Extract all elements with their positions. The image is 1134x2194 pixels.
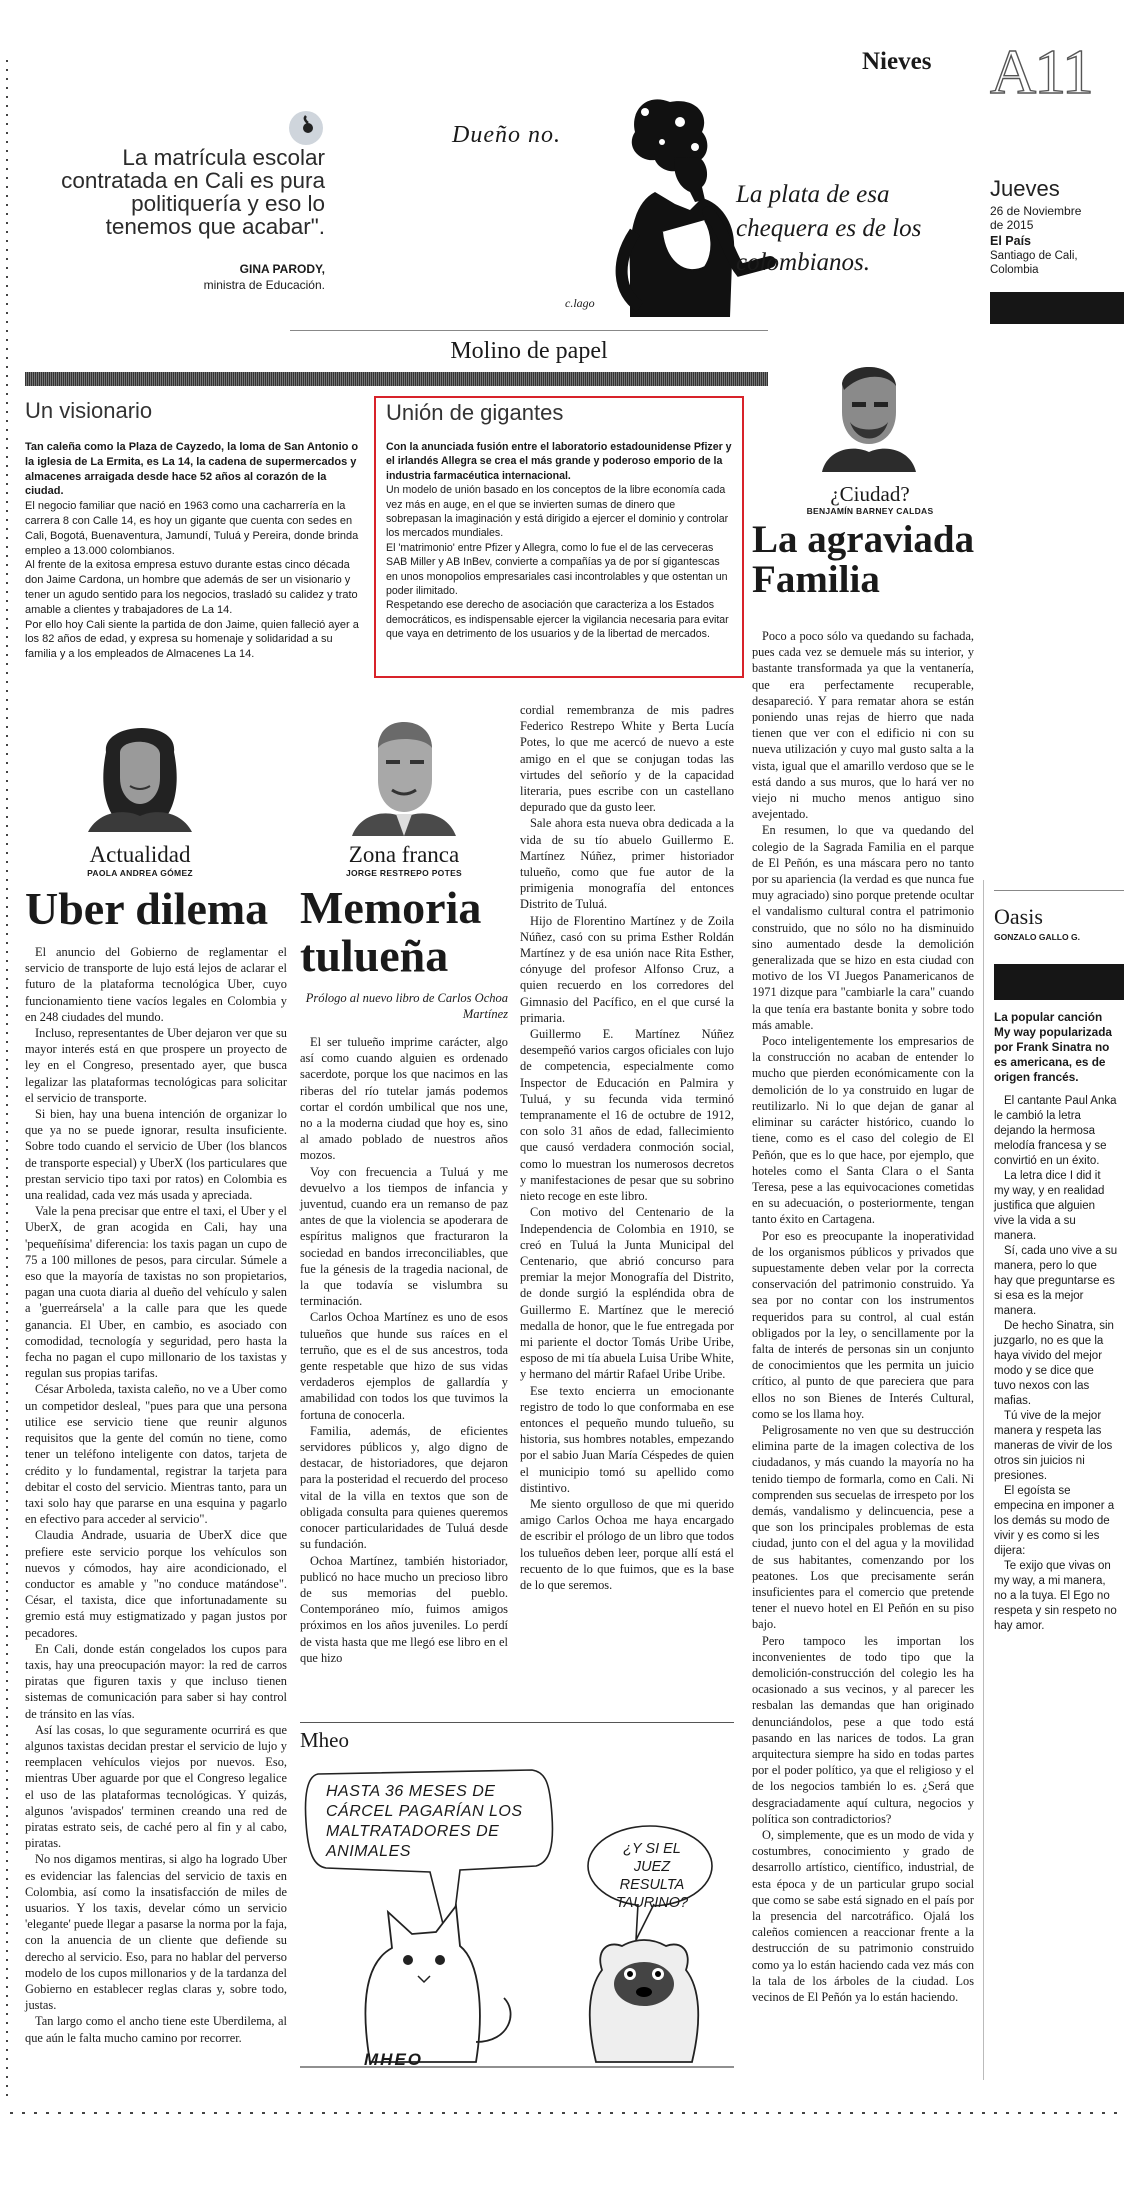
zona-p: Me siento orgulloso de que mi querido amigo Carlos Ochoa me haya encargado de escribir el prólogo de un libro que todos los tulueños deben leer, porque allí está el recuento de lo que fuimos, que es la base de lo que seremos. — [520, 1496, 734, 1592]
author-photo-restrepo — [352, 702, 456, 836]
zona-headline: Memoria tulueña — [300, 882, 482, 981]
zona-p: Carlos Ochoa Martínez es uno de esos tulueños que hunde sus raíces en el terruño, que es el de sus ancestros, toda gente respetable que hizo de sus vidas verdaderos ejemplos de gallardía y amabilidad con todos los que tuvimos la fortuna de conocerla. — [300, 1310, 508, 1422]
oasis-p: Tú vive de la mejor manera y respeta las maneras de vivir de los otros sin juicios ni presiones. — [994, 1410, 1113, 1482]
ciudad-column-name: ¿Ciudad? — [830, 482, 910, 506]
section-top-rule — [290, 330, 768, 331]
visionario-lead: Tan caleña como la Plaza de Cayzedo, la loma de San Antonio o la iglesia de La Ermita, es La 14, la cadena de supermercados y almacenes arraigada desde hace 52 años al corazón de la ciudad. — [25, 441, 359, 498]
oasis-p: De hecho Sinatra, sin juzgarlo, no es que la haya vivido del mejor modo y se dice que tuvo nexos con las mafias. — [994, 1320, 1114, 1407]
actualidad-headline: Uber dilema — [25, 883, 269, 934]
section-title: Molino de papel — [450, 338, 608, 364]
zona-p: Con motivo del Centenario de la Independencia de Colombia en 1910, se creó en Tuluá la Junta Municipal del Centenario, que abrió concurso para premiar la mejor Monografía del Distrito, de donde surgió la espléndida obra de Guillermo E. Martínez que le mereció medalla de honor, que le fue entregada por mi pariente el doctor Tomás Uribe Uribe, esposo de mi tía abuela Luisa Uribe White, y hermano del mártir Rafael Uribe Uribe. — [520, 1205, 734, 1382]
oasis-p: El egoísta se empecina en imponer a los demás su modo de vivir y es como si les dijera: — [994, 1485, 1115, 1557]
ciudad-p: Peligrosamente no ven que su destrucción elimina parte de la imagen colectiva de los ciudadanos, y más cuando la mayoría no ha tenido tiempo de formarla, como en Cali. Ni comprenden sus secuelas de irrespeto por los demás, vandalismo y delincuencia, pese a que son los principales problemas de esta ciudad, junto con el del agua y la movilidad de sus habitantes, comenzando por los peatones. Los que precisamente serán insuficientes para el comercio que pretende tener el nuevo hotel en El Peñón en su piso bajo. — [752, 1422, 974, 1632]
actualidad-p: Si bien, hay una buena intención de organizar lo que ya no se puede ignorar, resulta insuficiente. Sobre todo cuando el servicio de Uber (los blancos de transporte especial) y UberX (los particulares que prestan servicio tipo taxi por ratos) en Colombia es una realidad, cada vez más usada y apreciada. — [25, 1107, 287, 1203]
section-name: Nieves — [862, 48, 932, 75]
author-photo-gomez — [88, 712, 192, 832]
oasis-body — [994, 1094, 1118, 1634]
oasis-lead: La popular canción My way popularizada por Frank Sinatra no es americana, es de origen francés. — [994, 1010, 1112, 1084]
oasis-p: Te exijo que vivas on my way, a mi manera, no a la tuya. El Ego no respeta y sin respeto no hay amor. — [994, 1560, 1117, 1632]
oasis-column-name: Oasis — [994, 904, 1043, 929]
visionario-p2: Al frente de la exitosa empresa estuvo durante estas cinco década don Jaime Cardona, un hombre que además de ser un visionario y tener un agudo sentido para los negocios, trasladó su calidez y trato amable a clientes y trabajadores de La 14. — [25, 559, 358, 616]
cartoon-caption-right: La plata de esa chequera es de los colombianos. — [736, 181, 922, 276]
oasis-rule — [994, 890, 1124, 891]
oasis-p: El cantante Paul Anka le cambió la letra dejando la hermosa melodía francesa y se convirtió en un éxito. — [994, 1095, 1117, 1167]
actualidad-p: En Cali, donde están congelados los cupos para taxis, hay una preocupación mayor: la red de carros piratas que figuren taxis y que incluso tienen sistemas de comunicación para saber si hay control de tránsito en las vías. — [25, 1641, 287, 1721]
scan-edge-bottom — [10, 2112, 1120, 2114]
actualidad-p: Claudia Andrade, usuaria de UberX dice que prefiere este servicio porque los vehículos son nuevos y cómodos, hay aire acondicionado, el conductor es amable y "no conduce matándose". César, el taxista, dice que infortunadamente su gremio está muy estigmatizado y pagan justos por pecadores. — [25, 1528, 287, 1640]
visionario-p3: Por ello hoy Cali siente la partida de don Jaime, quien falleció ayer a los 82 años de edad, y expresa su homenaje y solidaridad a su familia y a los empleados de Almacenes La 14. — [25, 618, 359, 661]
page-number: A11 — [990, 36, 1092, 107]
masthead-day: Jueves — [990, 176, 1060, 201]
zona-p: cordial remembranza de mis padres Federico Restrepo White y Berta Lucía Potes, lo que me acercó de nuevo a este amigo en el que se conjugan todas las virtudes del señorío y de la capacidad literaria, pues escribe con un castellano depurado que da gusto leer. — [520, 703, 734, 815]
actualidad-author: PAOLA ANDREA GÓMEZ — [87, 868, 193, 878]
ciudad-headline: La agraviada Familia — [752, 518, 975, 601]
quote-text: La matrícula escolar contratada en Cali es pura politiquería y eso lo tenemos que acabar". — [61, 145, 325, 239]
actualidad-p: Tan largo como el ancho tiene este Uberdilema, al que aún le falta mucho camino por recorrer. — [25, 2014, 287, 2045]
masthead-date: 26 de Noviembre de 2015 — [990, 204, 1082, 232]
ciudad-p: Poco inteligentemente los empresarios de la construcción no acaban de entender lo mucho que pierden económicamente con la demolición de lo ya construido en lugar de reutilizarlo. Ni lo que dejan de ganar al eliminar su carácter histórico, cuando lo tiene, como es el caso del colegio de El Peñón, que es lo que hace, por ejemplo, que hoteles como el Santa Clara o el Santa Teresa, pese a las equivocaciones cometidas en su adecuación, o posteriormente, tengan tanto éxito en Cartagena. — [752, 1034, 974, 1227]
oasis-p: Sí, cada uno vive a su manera, pero lo que hay que preguntarse es si esa es la mejor manera. — [994, 1245, 1118, 1317]
actualidad-p: El anuncio del Gobierno de reglamentar el servicio de transporte de lujo está lejos de aclarar el futuro de la plataforma tecnológica Uber, cuyo funcionamiento tiene vacíos legales en Colombia y en 248 ciudades del mundo. — [25, 945, 287, 1024]
actualidad-column-name: Actualidad — [89, 842, 191, 867]
section-hatched-bar — [25, 372, 768, 386]
actualidad-p: César Arboleda, taxista caleño, no ve a Uber como un competidor desleal, "pues para que una persona utilice ese servicio tiene que reunir algunos requisitos que la gente del común no tiene, como tener un teléfono inteligente con datos, tarjeta de crédito y lo fundamental, registrar la tarjeta para debitar el costo del servicio. Mientras tanto, para un taxi solo hay que pararse en una esquina y pagarlo en efectivo para acceder al servicio". — [25, 1382, 287, 1527]
cartoon-caption-left: Dueño no. — [452, 122, 561, 148]
mheo-bubble-left-text: HASTA 36 MESES DE CÁRCEL PAGARÍAN LOS MALTRATADORES DE ANIMALES — [326, 1783, 523, 1860]
ciudad-p: Pero tampoco les importan los inconvenientes de todo tipo que la demolición-construcción del colegio les ha ocasionado a sus vecinos, y al parecer les resbalan las demandas que han originado denunciándolos, pese a que todo está pasando en las narices de todos. La gran arquitectura siempre ha sido en todas partes por el poder político, ya que el religioso y el de los negocios también lo es. ¿Será que desgraciadamente aquí cultura, negocios y política son contradictorios? — [752, 1633, 974, 1826]
ciudad-p: En resumen, lo que va quedando del colegio de la Sagrada Familia en el parque de El Peñón, es una máscara pero no tanto por su apariencia (la verdad es que nunca fue muy agraciado) sino porque pretende ocultar el vandalismo cultural contra el patrimonio construido, que no sólo no ha disminuido sino aumentado desde la demolición generalizada que se hizo en esta ciudad con motivo de los VI Juegos Panamericanos de 1971 dizque para "cambiarle la cara" cuando la que tenía era bastante bonita y sobre todo más amable. — [752, 823, 974, 1032]
masthead-black-box — [990, 292, 1124, 324]
gigantes-p2: El 'matrimonio' entre Pfizer y Allegra, como lo fue el de las cerveceras SAB Miller y AB InBev, convierte a compañías ya de por sí gigantescas en unos monopolios empresariales casi incontrolables y que ostentan un poder ilimitado. — [386, 541, 728, 598]
ciudad-p: O, simplemente, que es un modo de vida y costumbres, conocimiento y grado de desarrollo artístico, científico, industrial, de esta época y de un particular grupo social que como se sabe está signado en el país por la presencia del narcotráfico. Ojalá los caleños comiencen a reaccionar frente a la destrucción de su patrimonio construido como ya lo están haciendo cada vez más con la tala de los árboles de la ciudad. Los vecinos de El Peñón ya lo están haciendo. — [752, 1828, 974, 2005]
actualidad-p: Así las cosas, lo que seguramente ocurrirá es que algunos taxistas decidan prestar el servicio de lujo y reemplacen vehículos viejos por nuevos. Eso, mientras Uber aguarde por que el Congreso legalice el uso de las plataformas tecnológicas. Y quizás, algunos 'avispados' terminen creando una red de piratas estrato seis, de caché pero al fin y al cabo, piratas. — [25, 1722, 287, 1851]
mheo-signature: MHEO — [364, 2050, 423, 2069]
zona-p: El ser tulueño imprime carácter, algo así como cuando alguien es ordenado sacerdote, porque los que nacimos en las riberas del río tutelar jamás podemos cortar el cordón umbilical que nos une, no a la moderna ciudad que hoy es, sino al amado poblado de nuestros años mozos. — [300, 1035, 508, 1163]
zona-column-name: Zona franca — [348, 842, 460, 867]
zona-p: Hijo de Florentino Martínez y de Zoila Núñez, casó con su prima Esther Roldán Martínez y de esa unión nace Rita Esther, cónyuge del profesor Alfonso Cruz, a quien recuerdo en los corredores del Gimnasio del Pacífico, en el que cursé la primaria. — [520, 913, 734, 1025]
visionario-body — [25, 440, 363, 662]
zona-p: Familia, además, de eficientes servidores públicos y, algo digno de destacar, de historiadores, que dejaron para la posteridad el recuerdo del proceso vital de la villa en textos que son de obligada consulta para quienes queremos conocer particularidades de Tuluá desde su fundación. — [300, 1423, 508, 1552]
ciudad-author: BENJAMÍN BARNEY CALDAS — [806, 506, 934, 516]
gigantes-lead: Con la anunciada fusión entre el laboratorio estadounidense Pfizer y el irlandés Allegra se crea el más grande y poderoso emporio de la industria farmacéutica internacional. — [386, 441, 732, 482]
oasis-black-box — [994, 964, 1124, 1000]
author-photo-barney — [822, 352, 916, 472]
zona-p: Ochoa Martínez, también historiador, publicó no hace mucho un precioso libro de sus memorias del pueblo. Contemporáneo mío, fuimos amigos próximos en los años juveniles. Lo perdí de vista hasta que me llegó ese libro en el que hizo — [300, 1553, 508, 1665]
zona-author: JORGE RESTREPO POTES — [345, 868, 463, 878]
mheo-rule — [300, 1722, 734, 1723]
zona-subtitle: Prólogo al nuevo libro de Carlos Ochoa Martínez — [305, 991, 508, 1021]
masthead-paper: El País — [990, 234, 1031, 248]
actualidad-p: Incluso, representantes de Uber dejaron ver que su mayor interés está en que prospere un proyecto de ley en el Congreso, presentado ayer, que busca legalizar las plataformas tecnológicas para solicitar el servicio de transporte. — [25, 1026, 287, 1105]
mheo-bubble-right-text: ¿Y SI EL JUEZ RESULTA TAURINO? — [615, 1841, 689, 1911]
column-divider — [983, 880, 984, 2080]
gigantes-body — [386, 440, 732, 642]
actualidad-p: Vale la pena precisar que entre el taxi, el Uber y el UberX, de gran acogida en Cali, hay una 'pequeñísima' diferencia: los taxis pagan un cupo de 75 a 100 millones de pesos, para circular. Súmele a eso que la mayoría de taxistas no son propietarios, pagan una cuota diaria al dueño del vehículo y salen a 'guerreársela' a la calle para que les quede ganancia. El Uber, en cambio, es asociado con comodidad, tecnología y seguridad, pero hasta la fecha no pagan el cupo millonario de los taxistas y regulan sus propias tarifas. — [25, 1204, 287, 1381]
visionario-title: Un visionario — [25, 398, 153, 423]
zona-p: Ese texto encierra un emocionante registro de todo lo que conformaba en ese entonces el pequeño mundo tulueño, su historia, sus hombres notables, empezando por el sabio Juan María Céspedes de quien el municipio tomó su apellido como distintivo. — [520, 1383, 734, 1495]
actualidad-body — [25, 944, 287, 2046]
masthead-place: Santiago de Cali, Colombia — [990, 250, 1078, 276]
ciudad-p: Por eso es preocupante la inoperatividad de los organismos públicos y privados que supuestamente deben velar por la correcta conservación del patrimonio construido. Ya sea por no contar con los instrumentos requeridos para su control, al cual están obligados por la ley, o sencillamente por la falta de interés de personas sin un conjunto de conocimientos que les permita un juicio crítico, al punto de que pareciera que para ellos no son Bienes de Interés Cultural, como se los llama hoy. — [752, 1228, 974, 1421]
cartoon-signature: c.lago — [565, 296, 595, 310]
actualidad-p: No nos digamos mentiras, si algo ha logrado Uber es evidenciar las falencias del servicio de taxis en Colombia, así como la insatisfacción de miles de usuarios. Y los taxis, develar cómo un servicio 'elegante' puede llegar a pasarse la norma por la faja, con la anuencia de un cliente que defiende su derecho al servicio. Eso, para no hablar del perverso modelo de los cupos millonarios y de la tardanza del Gobierno en establecer reglas claras y, sobre todo, justas. — [25, 1852, 287, 2013]
oasis-author: GONZALO GALLO G. — [994, 932, 1080, 942]
zona-body-col1 — [300, 1034, 508, 1666]
gigantes-title: Unión de gigantes — [386, 400, 564, 425]
ciudad-body — [752, 628, 974, 2005]
zona-body-col2 — [520, 702, 734, 1593]
quote-mark-icon — [286, 108, 326, 148]
zona-p: Sale ahora esta nueva obra dedicada a la vida de su tío abuelo Guillermo E. Martínez Núñez, primer historiador tulueño, como que fue autor de la primigenia monografía del entonces Distrito de Tuluá. — [520, 816, 734, 912]
oasis-p: La letra dice I did it my way, y en realidad justifica que alguien vive la vida a su manera. — [994, 1170, 1105, 1242]
gigantes-p3: Respetando ese derecho de asociación que caracteriza a los Estados democráticos, es indispensable ejercer la vigilancia necesaria para evitar que vaya en detrimento de los usuarios y de la libertad de mercados. — [386, 599, 729, 641]
quote-author: GINA PARODY, — [239, 262, 325, 276]
visionario-p1: El negocio familiar que nació en 1963 como una cacharrería en la carrera 8 con Calle 14, es hoy un gigante que cuenta con sedes en Cali, Bogotá, Buenaventura, Jamundí, Tuluá y Pereira, donde brinda empleo a 13.000 colombianos. — [25, 500, 359, 557]
quote-author-role: ministra de Educación. — [203, 278, 325, 292]
ciudad-p: Poco a poco sólo va quedando su fachada, pues cada vez se demuele más su interior, y bastante transformada ya que la ventanería, que era perfectamente recuperable, desapareció. Y para rematar ahora se están poniendo unas rejas de hierro que nada tienen que ver con el edificio ni con su nueva utilización y cuyo mal gusto salta a la vista, igual que el amarillo verdoso que se le está dando a sus muros, que lo hará ver no viejo ni mucho menos antiguo sino avejentado. — [752, 629, 974, 822]
scan-edge-left — [6, 60, 8, 2100]
zona-p: Voy con frecuencia a Tuluá y me devuelvo a los tiempos de infancia y juventud, cuando era un remanso de paz antes de que la violencia se apoderara de espíritus malignos que fracturaron la sociedad en bandos irreconciliables, que fue la génesis de la tragedia nacional, de la que todavía se vislumbra su terminación. — [300, 1164, 508, 1309]
gigantes-p1: Un modelo de unión basado en los conceptos de la libre economía cada vez más en auge, en el que se invierten sumas de dinero que sobrepasan la imaginación y está dirigido a ejercer el dominio y controlar los mercados mundiales. — [386, 484, 729, 540]
mheo-title: Mheo — [300, 1728, 349, 1752]
zona-p: Guillermo E. Martínez Núñez desempeñó varios cargos oficiales con lujo de competencia, especialmente como Inspector de Educación en Palmira y Tuluá, y su fecunda vida terminó tempranamente el 16 de octubre de 1912, con solo 31 años de edad, fallecimiento que causó verdadera conmoción social, como lo muestran los numerosos decretos y manifestaciones de pesar que su sobrino nieto recoge en este libro. — [520, 1027, 734, 1204]
